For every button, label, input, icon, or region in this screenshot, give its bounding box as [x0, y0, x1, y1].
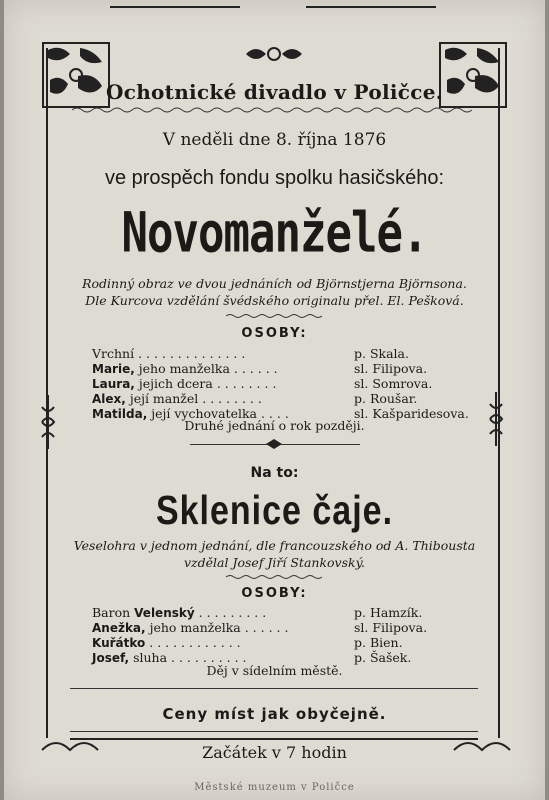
benefit-line: ve prospěch fondu spolku hasičského: [104, 167, 445, 189]
theatre-name: Ochotnické divadlo v Poličce. [106, 80, 443, 104]
start-time-line: Začátek v 7 hodin [202, 743, 347, 762]
play2-title: Sklenice čaje. [155, 488, 394, 534]
play2-cast-list [92, 605, 432, 665]
play1-persons-heading: OSOBY: [241, 326, 308, 341]
cast-row [92, 620, 432, 635]
frame-bottom-line [70, 738, 478, 740]
play1-subtitle-line-1: Rodinný obraz ve dvou jednáních od Björnstjerna Björnsona. [82, 276, 467, 291]
role-name: Velenský [134, 606, 195, 620]
top-center-ornament-icon [244, 44, 304, 64]
role-description: . . . . . . . . . . . . [145, 635, 241, 650]
cast-row [92, 635, 432, 650]
prices-divider [70, 688, 478, 689]
play2-subtitle-line-1: Veselohra v jednom jednání, dle francouzského od A. Thibousta [73, 538, 476, 553]
wavy-divider-icon [72, 106, 476, 114]
role-description: jeho manželka . . . . . . [134, 361, 278, 376]
prices-line: Ceny míst jak obyčejně. [162, 705, 387, 723]
role-description: . . . . . . . . . [194, 605, 267, 620]
role-description: Vrchní . . . . . . . . . . . . . . [92, 346, 246, 361]
frame-top-line-left [110, 6, 240, 8]
actor-name: p. Roušar. [354, 391, 418, 406]
role-name: Anežka, [92, 621, 146, 635]
actor-name: p. Bien. [354, 635, 403, 650]
actor-name: p. Skala. [354, 346, 409, 361]
cast-row [92, 361, 432, 376]
actor-name: p. Hamzík. [354, 605, 423, 620]
diamond-ornament-icon [266, 439, 282, 449]
role-description: její vychovatelka . . . . [147, 406, 289, 421]
role-description: jeho manželka . . . . . . [145, 620, 289, 635]
play1-cast-list [92, 346, 469, 421]
role-description: její manžel . . . . . . . . [125, 391, 262, 406]
actor-name: p. Šašek. [354, 650, 412, 665]
actor-name: sl. Filipova. [354, 361, 428, 376]
cast-row [92, 376, 432, 391]
prices-bottom-divider [70, 731, 478, 732]
role-name: Alex, [92, 392, 126, 406]
actor-name: sl. Somrova. [354, 376, 433, 391]
play2-subtitle-line-2: vzdělal Josef Jiří Stankovský. [184, 555, 365, 570]
role-name: Matilda, [92, 407, 148, 421]
play1-note: Druhé jednání o rok později. [184, 418, 365, 433]
cast-row [92, 391, 432, 406]
role-prefix: Baron [92, 605, 135, 620]
role-name: Marie, [92, 362, 135, 376]
cast-row [92, 605, 432, 620]
performance-date: V neděli dne 8. října 1876 [162, 130, 387, 150]
play1-subtitle [0, 275, 549, 309]
play2-subtitle [0, 537, 549, 571]
play1-subtitle-line-2: Dle Kurcova vzdělání švédského originalu přel. El. Pešková. [85, 293, 464, 308]
role-description: jejich dcera . . . . . . . . [134, 376, 277, 391]
actor-name: sl. Kašparidesova. [354, 406, 469, 421]
play2-note: Děj v sídelním městě. [206, 663, 343, 678]
cast-row [92, 346, 432, 361]
frame-left-line [46, 48, 48, 738]
play2-persons-heading: OSOBY: [241, 586, 308, 601]
na-to-label: Na to: [250, 465, 299, 481]
actor-name: sl. Filipova. [354, 620, 428, 635]
small-wavy-divider-icon [226, 574, 322, 580]
play1-title: Novomanželé. [121, 201, 428, 266]
frame-top-line-right [306, 6, 436, 8]
role-name: Laura, [92, 377, 135, 391]
role-name: Josef, [92, 651, 130, 665]
small-wavy-divider-icon [226, 313, 322, 319]
role-description: sluha . . . . . . . . . . [129, 650, 247, 665]
role-name: Kuřátko [92, 636, 146, 650]
museum-stamp: Městské muzeum v Poličce [194, 782, 355, 793]
